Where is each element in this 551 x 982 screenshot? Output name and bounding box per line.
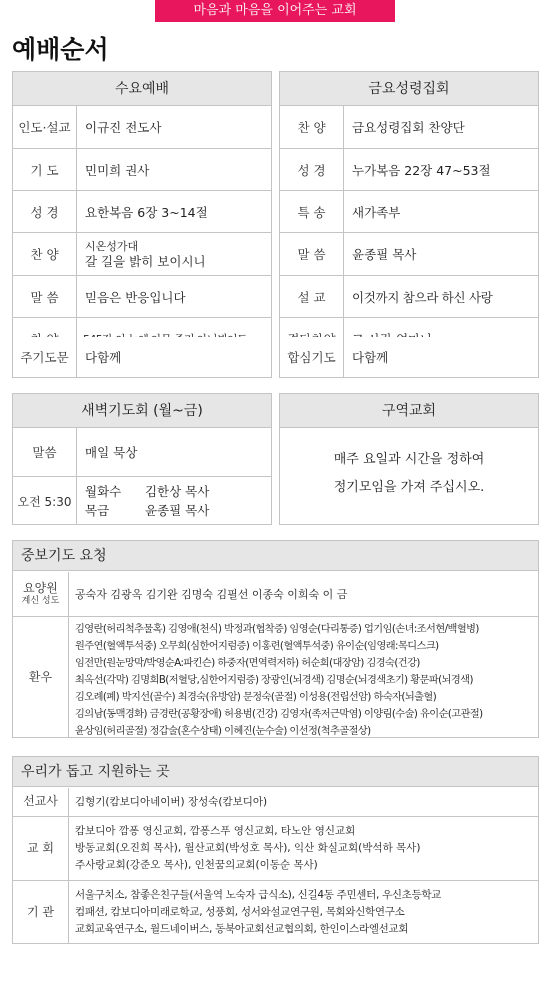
row-value: 금요성령집회 찬양단 (352, 120, 465, 135)
dawn-row-time (13, 477, 271, 525)
intercession-section (12, 540, 539, 738)
page-title: 예배순서 (12, 35, 109, 64)
patients-row (13, 617, 538, 738)
wed-row-scripture (13, 191, 271, 232)
row-label: 말 씀 (13, 276, 77, 317)
organization-row (13, 881, 538, 944)
fri-row-preacher (280, 233, 538, 275)
row-value: 갈 길을 밝히 보이시니 (85, 254, 206, 269)
wednesday-service-title: 수요예배 (13, 72, 271, 106)
row-value: 요한복음 6장 3~14절 (85, 204, 208, 220)
day-label: 월화수 (85, 484, 122, 499)
organization-line: 서울구치소, 참좋은친구들(서울역 노숙자 급식소), 신길4동 주민센터, 우신초등학교 (75, 889, 442, 901)
fri-row-special-song (280, 191, 538, 232)
row-value: 믿음은 반응입니다 (85, 289, 186, 305)
patient-line: 김오례(폐) 박지선(골수) 최경숙(유방암) 문정숙(골절) 이성용(전립선암) 하숙자(뇌출혈) (75, 692, 437, 703)
missionary-row (13, 788, 538, 816)
support-title: 우리가 돕고 지원하는 곳 (13, 757, 538, 787)
district-notice-line: 정기모임을 가져 주십시오. (333, 480, 485, 495)
patient-line: 김영란(허리척추물혹) 김영애(천식) 박정과(협착증) 임영순(다리통증) 업기임(손녀:조서현/백혈병) (75, 624, 479, 635)
wed-row-choir (13, 233, 271, 275)
friday-service-panel (279, 71, 539, 372)
row-label: 기 도 (13, 149, 77, 190)
dawn-prayer-panel (12, 393, 272, 525)
organization-list (69, 881, 447, 944)
fri-joint-prayer-row (279, 337, 539, 378)
dawn-prayer-title: 새벽기도회 (월~금) (13, 394, 271, 428)
row-label: 주기도문 (13, 337, 77, 377)
church-slogan-banner: 마음과 마음을 이어주는 교회 (155, 0, 395, 22)
organization-line: 컴패션, 캄보디아미래로학교, 성풍회, 성서와설교연구원, 목회와신학연구소 (75, 906, 405, 918)
intercession-title: 중보기도 요청 (13, 541, 538, 571)
organization-line: 교회교육연구소, 월드네이버스, 동북아교회선교협의회, 한인이스라엘선교회 (75, 923, 409, 935)
missionary-list: 김형기(캄보디아네이버) 장성숙(캄보디아) (75, 795, 268, 808)
row-label: 오전 5:30 (13, 477, 77, 525)
row-label: 설 교 (280, 276, 344, 317)
preacher-name: 윤종필 목사 (144, 503, 210, 518)
row-label: 성 경 (13, 191, 77, 232)
row-label: 찬 양 (13, 233, 77, 275)
district-notice-line: 매주 요일과 시간을 정하여 (333, 452, 485, 467)
row-label: 찬 양 (280, 106, 344, 148)
patient-line: 원주연(혈액투석중) 오무희(심한어지럼증) 이홍련(혈액투석중) 유이순(임영래:목디스크) (75, 641, 439, 652)
fri-row-scripture (280, 149, 538, 190)
row-value: 새가족부 (352, 204, 401, 220)
patient-line: 최옥선(각막) 김명희B(저혈당,심한어지럼증) 장광인(뇌경색) 김명순(뇌경색초기) 황문파(뇌경색) (75, 675, 473, 686)
patients-list (69, 617, 489, 738)
church-line: 캄보디아 깜퐁 영신교회, 깜퐁스푸 영신교회, 타노안 영신교회 (75, 825, 356, 837)
row-value: 다함께 (85, 350, 122, 365)
row-value: 이것까지 참으라 하신 사랑 (352, 289, 493, 305)
wednesday-service-panel (12, 71, 272, 372)
support-section (12, 756, 539, 944)
row-value: 매일 묵상 (85, 445, 138, 460)
dawn-row-word (13, 428, 271, 476)
patients-label: 환우 (13, 617, 69, 738)
choir-name: 시온성가대 (85, 240, 139, 253)
nursing-home-label: 요양원 (23, 580, 58, 595)
row-value: 민미희 권사 (85, 162, 150, 178)
row-value: 윤종필 목사 (352, 247, 417, 262)
church-row (13, 817, 538, 880)
district-church-panel (279, 393, 539, 525)
missionary-label: 선교사 (13, 788, 69, 816)
row-value: 다함께 (352, 350, 389, 365)
row-label: 인도·설교 (13, 106, 77, 148)
wed-row-leader (13, 106, 271, 148)
wed-lords-prayer-row (12, 337, 272, 378)
nursing-home-sublabel: 계신 성도 (21, 595, 60, 606)
row-value: 이규진 전도사 (85, 120, 162, 135)
nursing-home-row (13, 572, 538, 616)
church-label: 교 회 (13, 817, 69, 880)
row-label: 말 씀 (280, 233, 344, 275)
organization-label: 기 관 (13, 881, 69, 944)
row-value: 누가복음 22장 47~53절 (352, 162, 491, 178)
church-line: 방동교회(오진희 목사), 월산교회(박성호 목사), 익산 화실교회(박석하 목사) (75, 842, 421, 854)
wed-row-sermon (13, 276, 271, 317)
row-label: 성 경 (280, 149, 344, 190)
nursing-home-names: 공숙자 김광옥 김기완 김명숙 김필선 이종숙 이희숙 이 금 (75, 587, 348, 601)
fri-row-worship (280, 106, 538, 148)
row-label: 특 송 (280, 191, 344, 232)
patient-line: 김의남(동맥경화) 금경란(공황장애) 허용범(건강) 김영자(족저근막염) 이양림(수술) 유이순(고관절) (75, 709, 483, 720)
row-label: 말씀 (13, 428, 77, 476)
wed-row-prayer (13, 149, 271, 190)
patient-line: 윤상임(허리골절) 정갑술(혼수상태) 이혜진(눈수술) 이선정(척추골절상) (75, 726, 371, 737)
fri-row-sermon (280, 276, 538, 317)
district-church-title: 구역교회 (280, 394, 538, 428)
preacher-name: 김한상 목사 (144, 484, 210, 499)
church-list (69, 817, 426, 880)
patient-line: 임전만(원눈망막/박영순A:파킨슨) 하중자(면역력저하) 허순희(대장암) 김경숙(건강) (75, 658, 420, 669)
row-label: 합심기도 (280, 337, 344, 377)
church-line: 주사랑교회(강준오 목사), 인천꿈의교회(이동순 목사) (75, 859, 318, 871)
day-label: 목금 (85, 503, 110, 518)
friday-service-title: 금요성령집회 (280, 72, 538, 106)
